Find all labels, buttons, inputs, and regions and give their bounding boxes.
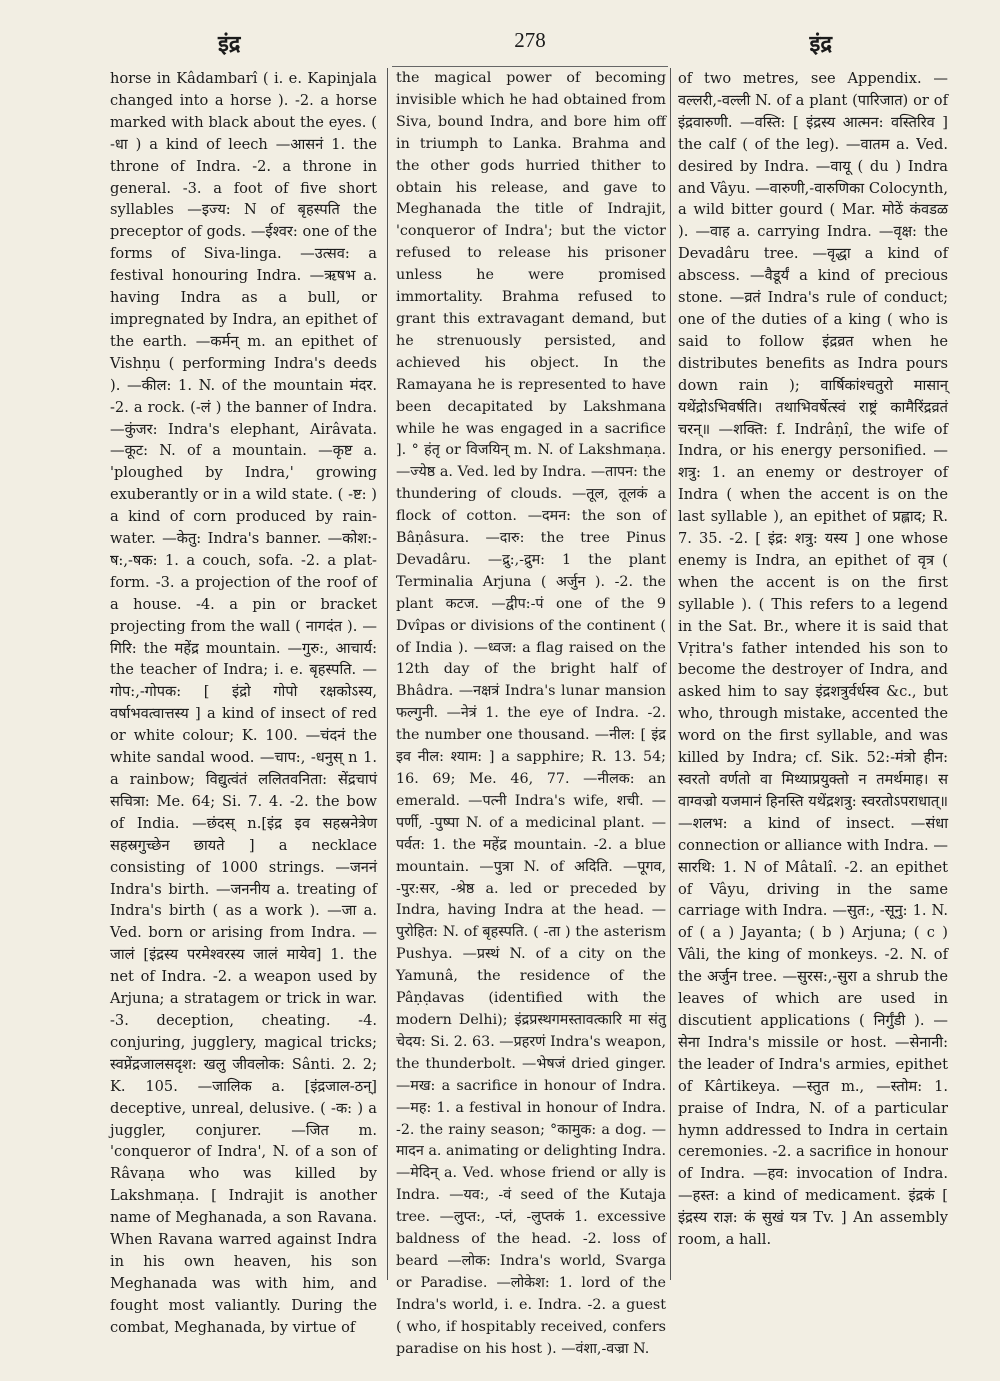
column-2 <box>396 68 666 1357</box>
page-number: 278 <box>514 28 546 52</box>
column-1-text: horse in Kâdambarî ( i. e. Kapinjala changed into a horse ). -2. a horse marked with black about the eyes. ( -धा ) a kind of leech —आसनं 1. the throne of Indra. -2. a throne in general. -3. a foot of five short syllables —इज्य: N of बृहस्पति the preceptor of gods. —ईश्वर: one of the forms of Siva-linga. —उत्सव: a festival honouring Indra. —ऋषभ a. having Indra as a bull, or impregnated by Indra, an epithet of the earth. —कर्मन् m. an epithet of Vishṇu ( performing Indra's deeds ). —कील: 1. N. of the mountain मंदर. -2. a rock. (-लं ) the banner of Indra. —कुंजर: Indra's elephant, Airâvata. —कूट: N. of a mountain. —कृष्ट a. 'ploughed by Indra,' growing exuberantly or in a wild state. ( -ष्ट: ) a kind of corn produced by rain-water. —केतु: Indra's banner. —कोश:-ष:,-षक: 1. a couch, sofa. -2. a plat-form. -3. a projection of the roof of a house. -4. a pin or bracket projecting from the wall ( नागदंत ). —गिरि: the महेंद्र mountain. —गुरु:, आचार्य: the teacher of Indra; i. e. बृहस्पति. —गोप:,-गोपक: [ इंद्रो गोपो रक्षकोऽस्य, वर्षाभवत्वात्तस्य ] a kind of insect of red or white colour; K. 100. —चंदनं the white sandal wood. —चाप:, -धनुस् n 1. a rainbow; विद्युत्वंतं ललितवनिता: सेंद्रचापं सचित्रा: Me. 64; Si. 7. 4. -2. the bow of India. —छंदस् n.[इंद्र इव सहस्रनेत्रेण सहस्रगुच्छेन छायते ] a necklace consisting of 1000 strings. —जननं Indra's birth. —जननीय a. treating of Indra's birth ( as a work ). —जा a. Ved. born or arising from Indra. —जालं [इंद्रस्य परमेश्वरस्य जालं मायेव] 1. the net of Indra. -2. a weapon used by Arjuna; a stratagem or trick in war. -3. deception, cheating. -4. conjuring, jugglery, magical tricks; स्वप्नेंद्रजालसदृश: खलु जीवलोक: Sânti. 2. 2; K. 105. —जालिक a. [इंद्रजाल-ठन्] deceptive, unreal, delusive. ( -क: ) a juggler, conjurer. —जित m. 'conqueror of Indra', N. of a son of Râvaṇa who was killed by Lakshmaṇa. [ Indrajit is another name of Meghanada, a son Ravana. When Ravana warred against Indra in his own heaven, his son Meghanada was with him, and fought most valiantly. During the combat, Meghanada, by virtue of <box>110 70 377 1336</box>
column-top-rule <box>392 66 668 67</box>
running-head <box>100 28 960 64</box>
column-divider-left <box>387 68 388 1280</box>
column-3-text: of two metres, see Appendix. —वल्लरी,-वल्ली N. of a plant (पारिजात) or of इंद्रवारुणी. —वस्ति: [ इंद्रस्य आत्मन: वस्तिरिव ] the calf ( of the leg). —वातम a. Ved. desired by Indra. —वायू ( du ) Indra and Vâyu. —वारुणी,-वारुणिका Colocynth, a wild bitter gourd ( Mar. मोठें कंवडळ ). —वाह a. carrying Indra. —वृक्ष: the Devadâru tree. —वृद्धा a kind of abscess. —वैडूर्यं a kind of precious stone. —व्रतं Indra's rule of conduct; one of the duties of a king ( who is said to follow इंद्रव्रत when he distributes benefits as Indra pours down rain ); वार्षिकांश्चतुरो मासान् यथेंद्रोऽभिवर्षति। तथाभिवर्षेत्स्वं राष्ट्रं कामैरिंद्रव्रतं चरन्॥ —शक्ति: f. Indrâṇî, the wife of Indra, or his energy personified. —शत्रु: 1. an enemy or destroyer of Indra ( when the accent is on the last syllable ), an epithet of प्रह्लाद; R. 7. 35. -2. [ इंद्र: शत्रु: यस्य ] one whose enemy is Indra, an epithet of वृत्र ( when the accent is on the first syllable ). ( This refers to a legend in the Sat. Br., where it is said that Vṛitra's father intended his son to become the destroyer of Indra, and asked him to say इंद्रशत्रुर्वर्धस्व &c., but who, through mistake, accented the word on the first syllable, and was killed by Indra; cf. Sik. 52:-मंत्रो हीन: स्वरतो वर्णतो वा मिथ्याप्रयुक्तो न तमर्थमाह। स वाग्वज्रो यजमानं हिनस्ति यथेंद्रशत्रु: स्वरतोऽपराधात्॥ —शलभ: a kind of insect. —संधा connection or alliance with Indra. —सारथि: 1. N of Mâtalî. -2. an epithet of Vâyu, driving in the same carriage with Indra. —सुत:, -सूनु: 1. N. of ( a ) Jayanta; ( b ) Arjuna; ( c ) Vâli, the king of monkeys. -2. N. of the अर्जुन tree. —सुरस:,-सुरा a shrub the leaves of which are used in discutient applications ( निर्गुंडी ). —सेना Indra's missile or host. —सेनानी: the leader of Indra's armies, epithet of Kârtikeya. —स्तुत m., —स्तोम: 1. praise of Indra, N. of a particular hymn addressed to Indra in certain ceremonies. -2. a sacrifice in honour of Indra. —हव: invocation of Indra. —हस्त: a kind of medicament. इंद्रकं [ इंद्रस्य राज्ञ: कं सुखं यत्र Tv. ] An assembly room, a hall. <box>678 70 948 1249</box>
guide-word-right: इंद्र <box>809 31 832 57</box>
guide-word-left: इंद्र <box>218 31 241 57</box>
column-3 <box>678 68 948 1280</box>
column-divider-right <box>670 68 671 1280</box>
column-1 <box>110 68 377 1336</box>
column-2-text: the magical power of becoming invisible which he had obtained from Siva, bound Indra, and bore him off in triumph to Lanka. Brahma and the other gods hurried thither to obtain his release, and gave to Meghanada the title of Indrajit, 'conqueror of Indra'; but the victor refused to release his prisoner unless he were promised immortality. Brahma refused to grant this extravagant demand, but he strenuously persisted, and achieved his object. In the Ramayana he is represented to have been decapitated by Lakshmana while he was engaged in a sacrifice ]. ° हंतृ or विजयिन् m. N. of Lakshmaṇa. —ज्येष्ठ a. Ved. led by Indra. —तापन: the thundering of clouds. —तूल, तूलकं a flock of cotton. —दमन: the son of Bâṇâsura. —दारु: the tree Pinus Devadâru. —द्रु:,-द्रुम: 1 the plant Terminalia Arjuna ( अर्जुन ). -2. the plant कटज. —द्वीप:-पं one of the 9 Dvîpas or divisions of the continent ( of India ). —ध्वज: a flag raised on the 12th day of the bright half of Bhâdra. —नक्षत्रं Indra's lunar mansion फल्गुनी. —नेत्रं 1. the eye of Indra. -2. the number one thousand. —नील: [ इंद्र इव नील: श्याम: ] a sapphire; R. 13. 54; 16. 69; Me. 46, 77. —नीलक: an emerald. —पत्नी Indra's wife, शची. —पर्णी, -पुष्पा N. of a medicinal plant. —पर्वत: 1. the महेंद्र mountain. -2. a blue mountain. —पुत्रा N. of अदिति. —पूगव, -पुर:सर, -श्रेष्ठ a. led or preceded by Indra, having Indra at the head. —पुरोहित: N. of बृहस्पति. ( -ता ) the asterism Pushya. —प्रस्थं N. of a city on the Yamunâ, the residence of the Pâṇḍavas (identified with the modern Delhi); इंद्रप्रस्थगमस्तावत्कारि मा संतु चेदय: Si. 2. 63. —प्रहरणं Indra's weapon, the thunderbolt. —भेषजं dried ginger. —मख: a sacrifice in honour of Indra. —मह: 1. a festival in honour of Indra. -2. the rainy season; °कामुक: a dog. —मादन a. animating or delighting Indra. —मेदिन् a. Ved. whose friend or ally is Indra. —यव:, -वं seed of the Kutaja tree. —लुप्त:, -प्तं, -लुप्तकं 1. excessive baldness of the head. -2. loss of beard —लोक: Indra's world, Svarga or Paradise. —लोकेश: 1. lord of the Indra's world, i. e. Indra. -2. a guest ( who, if hospitably received, confers paradise on his host ). —वंशा,-वज्रा N. <box>396 70 666 1357</box>
